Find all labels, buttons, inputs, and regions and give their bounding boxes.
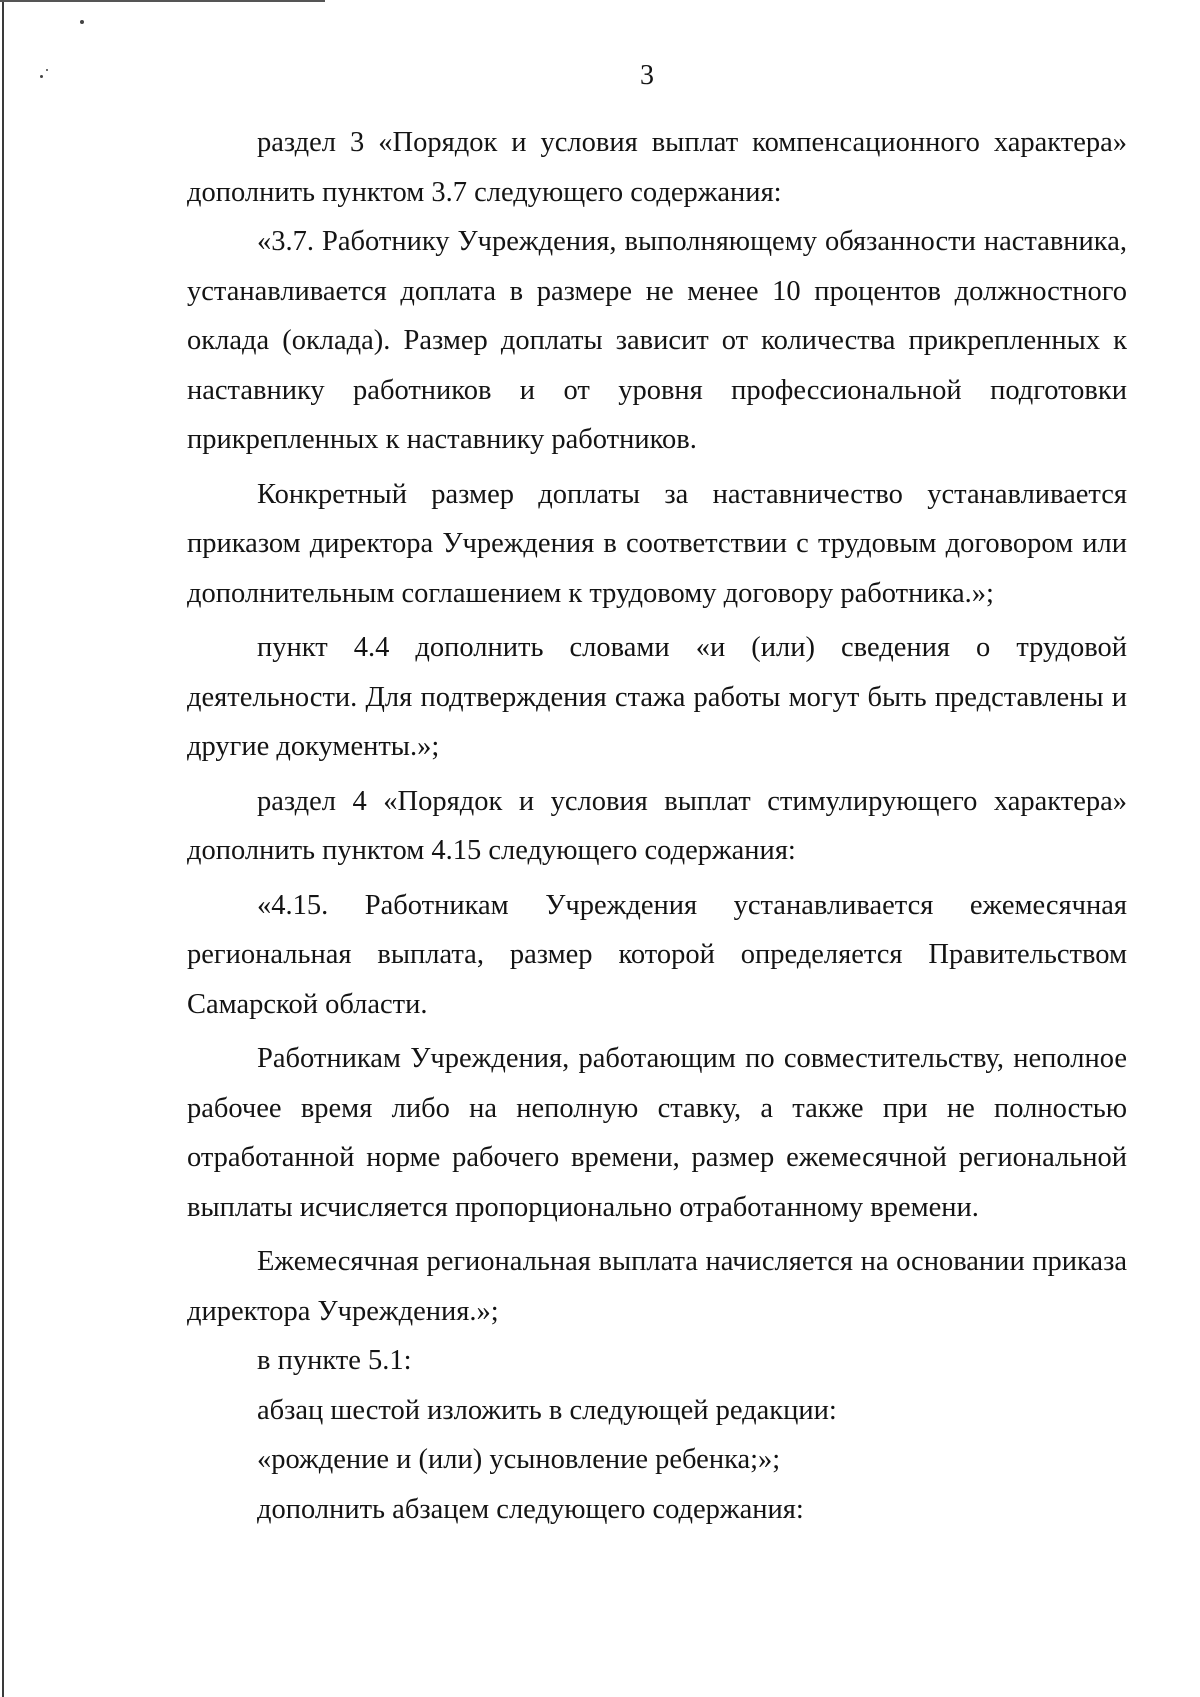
scan-edge-top xyxy=(0,0,325,2)
paragraph: в пункте 5.1: xyxy=(257,1345,412,1376)
document-body xyxy=(187,118,1127,1534)
paragraph: раздел 3 «Порядок и условия выплат компенсационного характера» дополнить пунктом 3.7 следующего содержания: xyxy=(187,127,1127,208)
paragraph: пункт 4.4 дополнить словами «и (или) сведения о трудовой деятельности. Для подтверждения стажа работы могут быть представлены и другие документы.»; xyxy=(187,632,1127,762)
paragraph: раздел 4 «Порядок и условия выплат стимулирующего характера» дополнить пунктом 4.15 следующего содержания: xyxy=(187,785,1127,866)
paragraph: «4.15. Работникам Учреждения устанавливается ежемесячная региональная выплата, размер которой определяется Правительством Самарской области. xyxy=(187,889,1127,1020)
scan-speck xyxy=(80,20,84,24)
scan-edge-left xyxy=(2,0,4,1697)
paragraph: «рождение и (или) усыновление ребенка;»; xyxy=(257,1444,781,1475)
paragraph: Работникам Учреждения, работающим по совместительству, неполное рабочее время либо на неполную ставку, а также при не полностью отработанной норме рабочего времени, размер ежемесячной региональной выплаты исчисляется пропорционально отработанному времени. xyxy=(187,1043,1127,1223)
scan-speck xyxy=(40,75,43,78)
paragraph: абзац шестой изложить в следующей редакции: xyxy=(257,1394,837,1426)
page-number: 3 xyxy=(640,60,654,91)
paragraph: дополнить абзацем следующего содержания: xyxy=(257,1493,804,1525)
scan-speck xyxy=(46,69,48,71)
paragraph: «3.7. Работнику Учреждения, выполняющему обязанности наставника, устанавливается доплата в размере не менее 10 процентов должностного оклада (оклада). Размер доплаты зависит от количества прикрепленных к наставнику работников и от уровня профессиональной подготовки прикрепленных к наставнику работников. xyxy=(187,226,1127,455)
paragraph: Конкретный размер доплаты за наставничество устанавливается приказом директора Учреждения в соответствии с трудовым договором или дополнительным соглашением к трудовому договору работника.»; xyxy=(187,478,1127,609)
paragraph: Ежемесячная региональная выплата начисляется на основании приказа директора Учреждения.»; xyxy=(187,1246,1127,1327)
